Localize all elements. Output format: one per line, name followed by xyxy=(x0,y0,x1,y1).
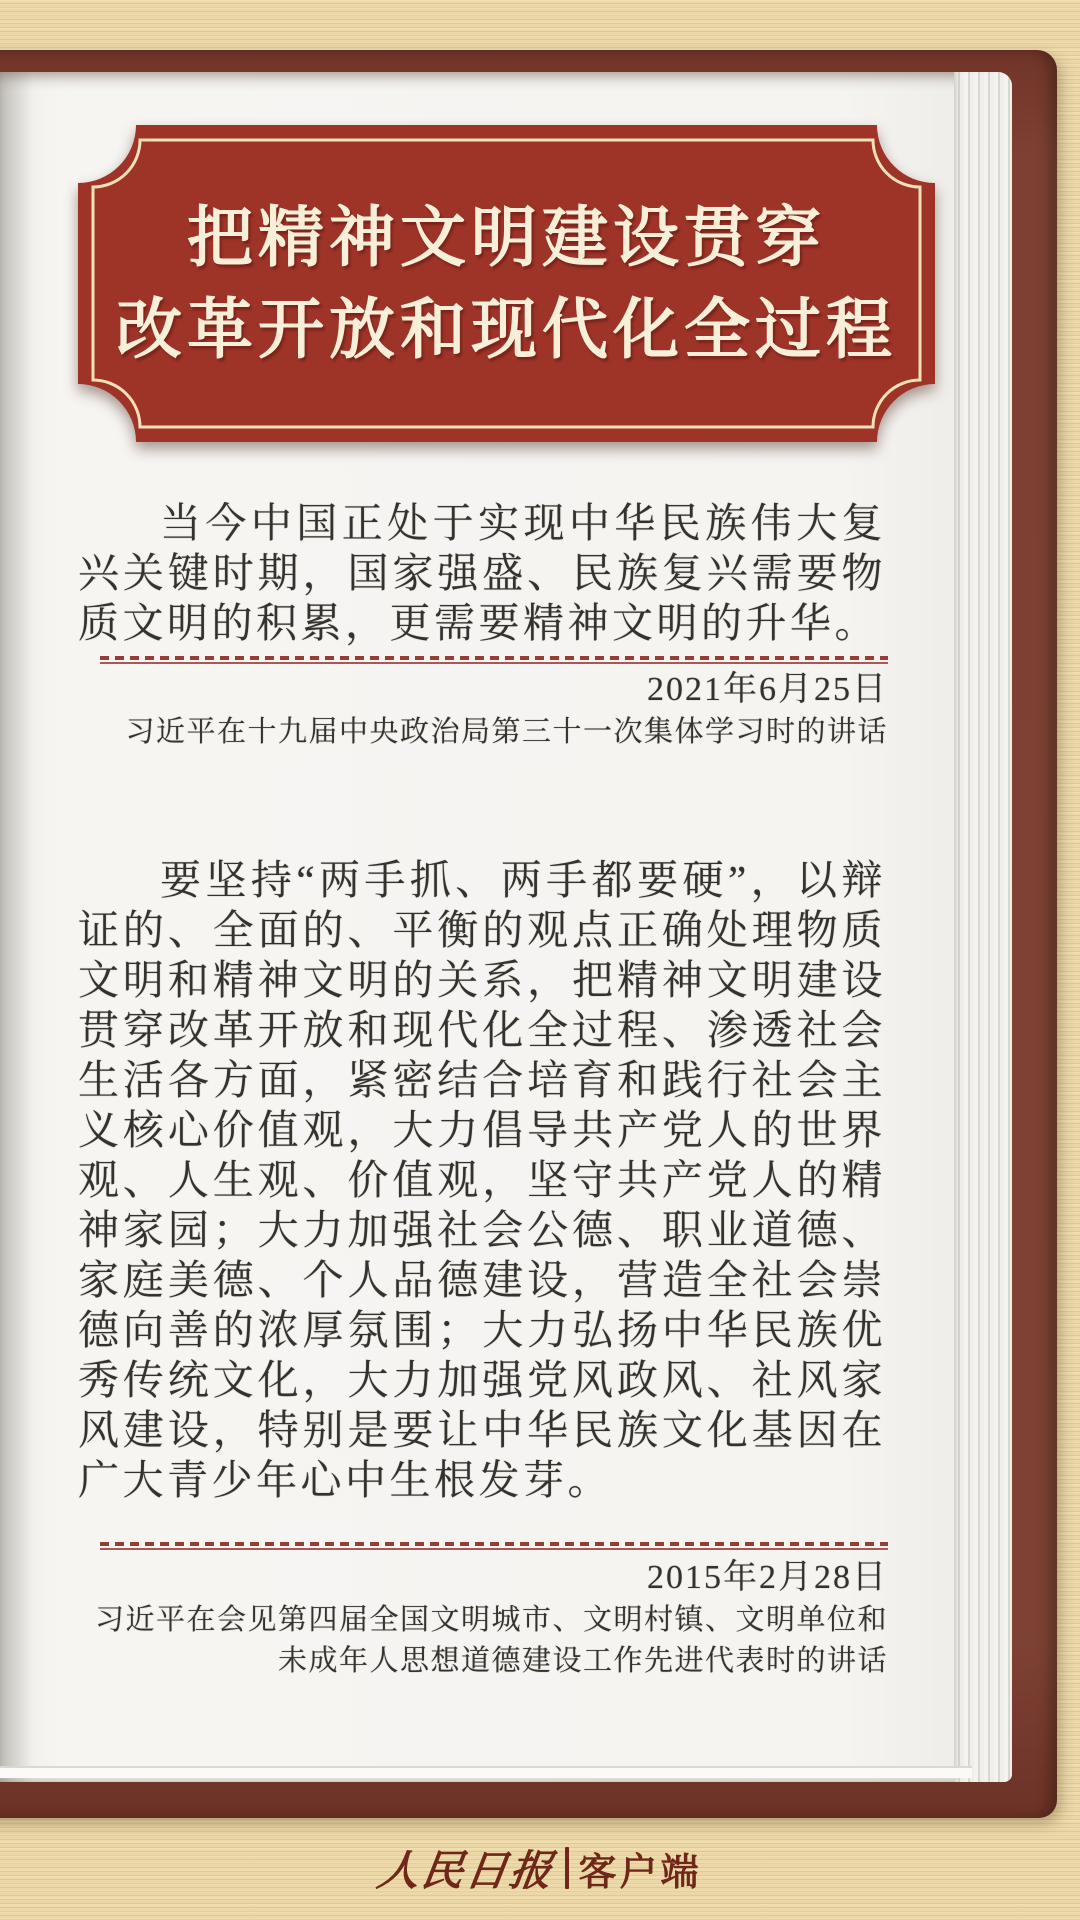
quote-meta-2 xyxy=(78,1556,888,1682)
page-edge-stack xyxy=(954,72,1012,1782)
quote-date-2: 2015年2月28日 xyxy=(647,1559,888,1596)
client-label: 客户端 xyxy=(578,1851,702,1894)
quote-source-2: 习近平在会见第四届全国文明城市、文明村镇、文明单位和 未成年人思想道德建设工作先进代表时的讲话 xyxy=(94,1604,888,1677)
dashed-separator-1 xyxy=(100,656,888,665)
page-fold-shadow xyxy=(0,72,44,1782)
quote-meta-1 xyxy=(78,668,888,753)
page-bottom-edge xyxy=(0,1766,972,1778)
logo-divider xyxy=(565,1847,569,1889)
quote-paragraph-1: 当今中国正处于实现中华民族伟大复兴关键时期，国家强盛、民族复兴需要物质文明的积累，更需要精神文明的升华。 xyxy=(78,500,886,646)
quote-source-1: 习近平在十九届中央政治局第三十一次集体学习时的讲话 xyxy=(125,716,888,748)
brand-footer xyxy=(0,1840,1080,1896)
people-daily-script-logo: 人民日报 xyxy=(374,1846,558,1895)
quote-paragraph-2: 要坚持“两手抓、两手都要硬”，以辩证的、全面的、平衡的观点正确处理物质文明和精神文明的关系，把精神文明建设贯穿改革开放和现代化全过程、渗透社会生活各方面，紧密结合培育和践行社会主义核心价值观，大力倡导共产党人的世界观、人生观、价值观，坚守共产党人的精神家园；大力加强社会公德、职业道德、家庭美德、个人品德建设，营造全社会崇德向善的浓厚氛围；大力弘扬中华民族优秀传统文化，大力加强党风政风、社风家风建设，特别是要让中华民族文化基因在广大青少年心中生根发芽。 xyxy=(78,857,886,1503)
poster-title-line1: 把精神文明建设贯穿 xyxy=(187,200,826,274)
separator-dashes xyxy=(100,1542,888,1546)
separator-rule xyxy=(100,1548,888,1550)
separator-dashes xyxy=(100,656,888,660)
title-banner xyxy=(78,125,935,442)
poster-title-line2: 改革开放和现代化全过程 xyxy=(116,292,897,366)
poster-title xyxy=(78,191,935,375)
quote-date-1: 2021年6月25日 xyxy=(647,671,888,708)
dashed-separator-2 xyxy=(100,1542,888,1551)
separator-rule xyxy=(100,662,888,664)
